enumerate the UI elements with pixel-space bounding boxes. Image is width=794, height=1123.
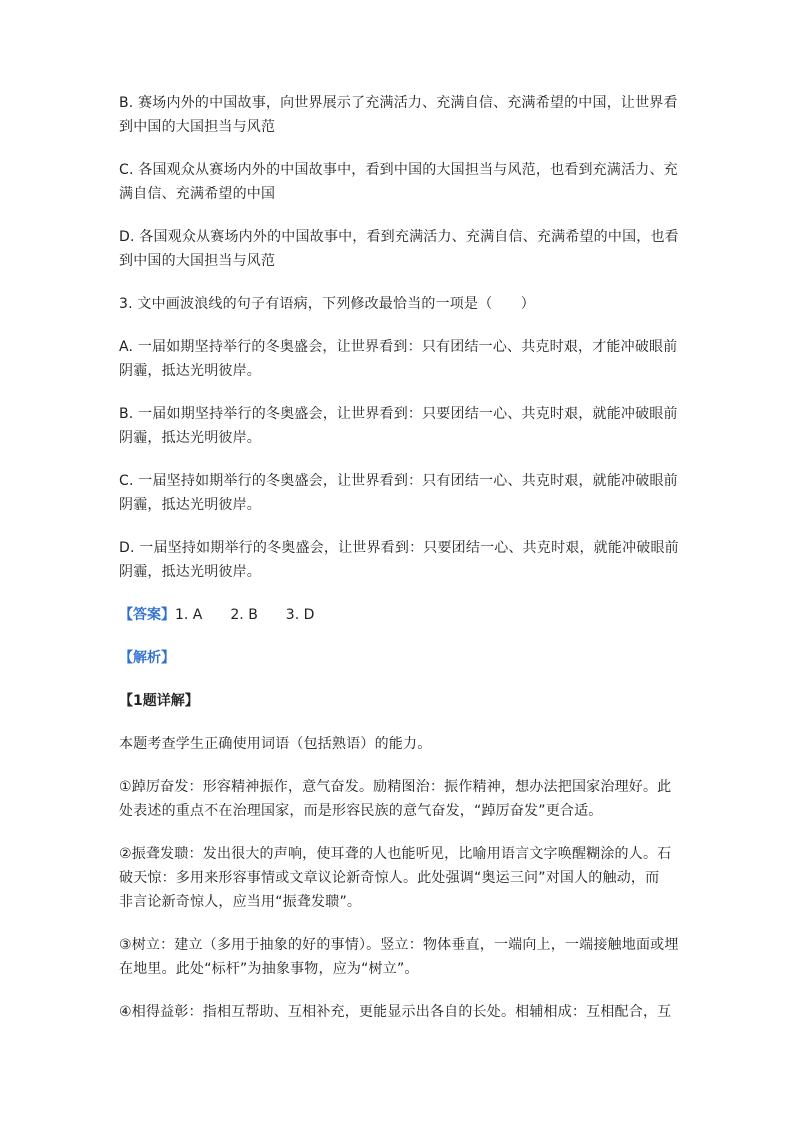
text-line: 阴霾，抵达光明彼岸。 [119,497,261,513]
text-line: C. 各国观众从赛场内外的中国故事中，看到中国的大国担当与风范，也看到充满活力、充 [119,162,678,178]
text-line: 非言论新奇惊人，应当用“振聋发聩”。 [119,894,362,910]
text-line: 本题考查学生正确使用词语（包括熟语）的能力。 [119,736,432,752]
option-paragraph [119,536,679,584]
text-line: 满自信、充满希望的中国 [119,186,276,202]
detail-label: 【1题详解】 [119,693,199,709]
document-content [119,91,679,1043]
explanation-paragraph [119,933,679,981]
text-line: ④相得益彰：指相互帮助、互相补充，更能显示出各自的长处。相辅相成：互相配合，互 [119,1004,672,1020]
text-line: A. 一届如期坚持举行的冬奥盛会，让世界看到：只有团结一心、共克时艰，才能冲破眼前 [119,339,678,355]
text-line: 3. 文中画波浪线的句子有语病，下列修改最恰当的一项是（ ） [119,296,536,312]
answer-text: 1. A 2. B 3. D [175,607,315,623]
text-line: 阴霾，抵达光明彼岸。 [119,564,261,580]
explanation-paragraph [119,732,675,756]
explanation-paragraph [119,842,675,914]
option-paragraph [119,469,678,517]
text-line: 到中国的大国担当与风范 [119,119,276,135]
analysis-label: 【解析】 [119,650,175,666]
answer-line [119,603,675,627]
text-line: D. 各国观众从赛场内外的中国故事中，看到充满活力、充满自信、充满希望的中国，也看 [119,229,679,245]
text-line: 阴霾，抵达光明彼岸。 [119,430,261,446]
text-line: C. 一届坚持如期举行的冬奥盛会，让世界看到：只有团结一心、共克时艰，就能冲破眼前 [119,473,678,489]
text-line: B. 一届如期坚持举行的冬奥盛会，让世界看到：只要团结一心、共克时艰，就能冲破眼前 [119,406,678,422]
option-paragraph [119,158,678,206]
text-line: 阴霾，抵达光明彼岸。 [119,363,261,379]
question-options [119,91,679,584]
text-line: 处表述的重点不在治理国家，而是形容民族的意气奋发，“踔厉奋发”更合适。 [119,803,603,819]
text-line: ②振聋发聩：发出很大的声响，使耳聋的人也能听见，比喻用语言文字唤醒糊涂的人。石 [119,846,672,862]
question-paragraph [119,292,675,316]
text-line: 到中国的大国担当与风范 [119,253,276,269]
option-paragraph [119,91,678,139]
analysis-heading [119,646,675,670]
text-line: B. 赛场内外的中国故事，向世界展示了充满活力、充满自信、充满希望的中国，让世界看 [119,95,678,111]
explanation-paragraph [119,775,675,823]
explanation-paragraph [119,1000,675,1024]
text-line: D. 一届坚持如期举行的冬奥盛会，让世界看到：只要团结一心、共克时艰，就能冲破眼前 [119,540,679,556]
text-line: 在地里。此处“标杆”为抽象事物，应为“树立”。 [119,961,419,977]
option-paragraph [119,335,678,383]
text-line: ①踔厉奋发：形容精神振作，意气奋发。励精图治：振作精神，想办法把国家治理好。此 [119,779,672,795]
explanation-list [119,732,679,1024]
answer-label: 【答案】 [119,607,175,623]
option-paragraph [119,225,679,273]
text-line: 破天惊：多用来形容事情或文章议论新奇惊人。此处强调“奥运三问”对国人的触动，而 [119,870,660,886]
option-paragraph [119,402,678,450]
detail-heading [119,689,675,713]
text-line: ③树立：建立（多用于抽象的好的事情）。竖立：物体垂直，一端向上，一端接触地面或埋 [119,937,679,953]
